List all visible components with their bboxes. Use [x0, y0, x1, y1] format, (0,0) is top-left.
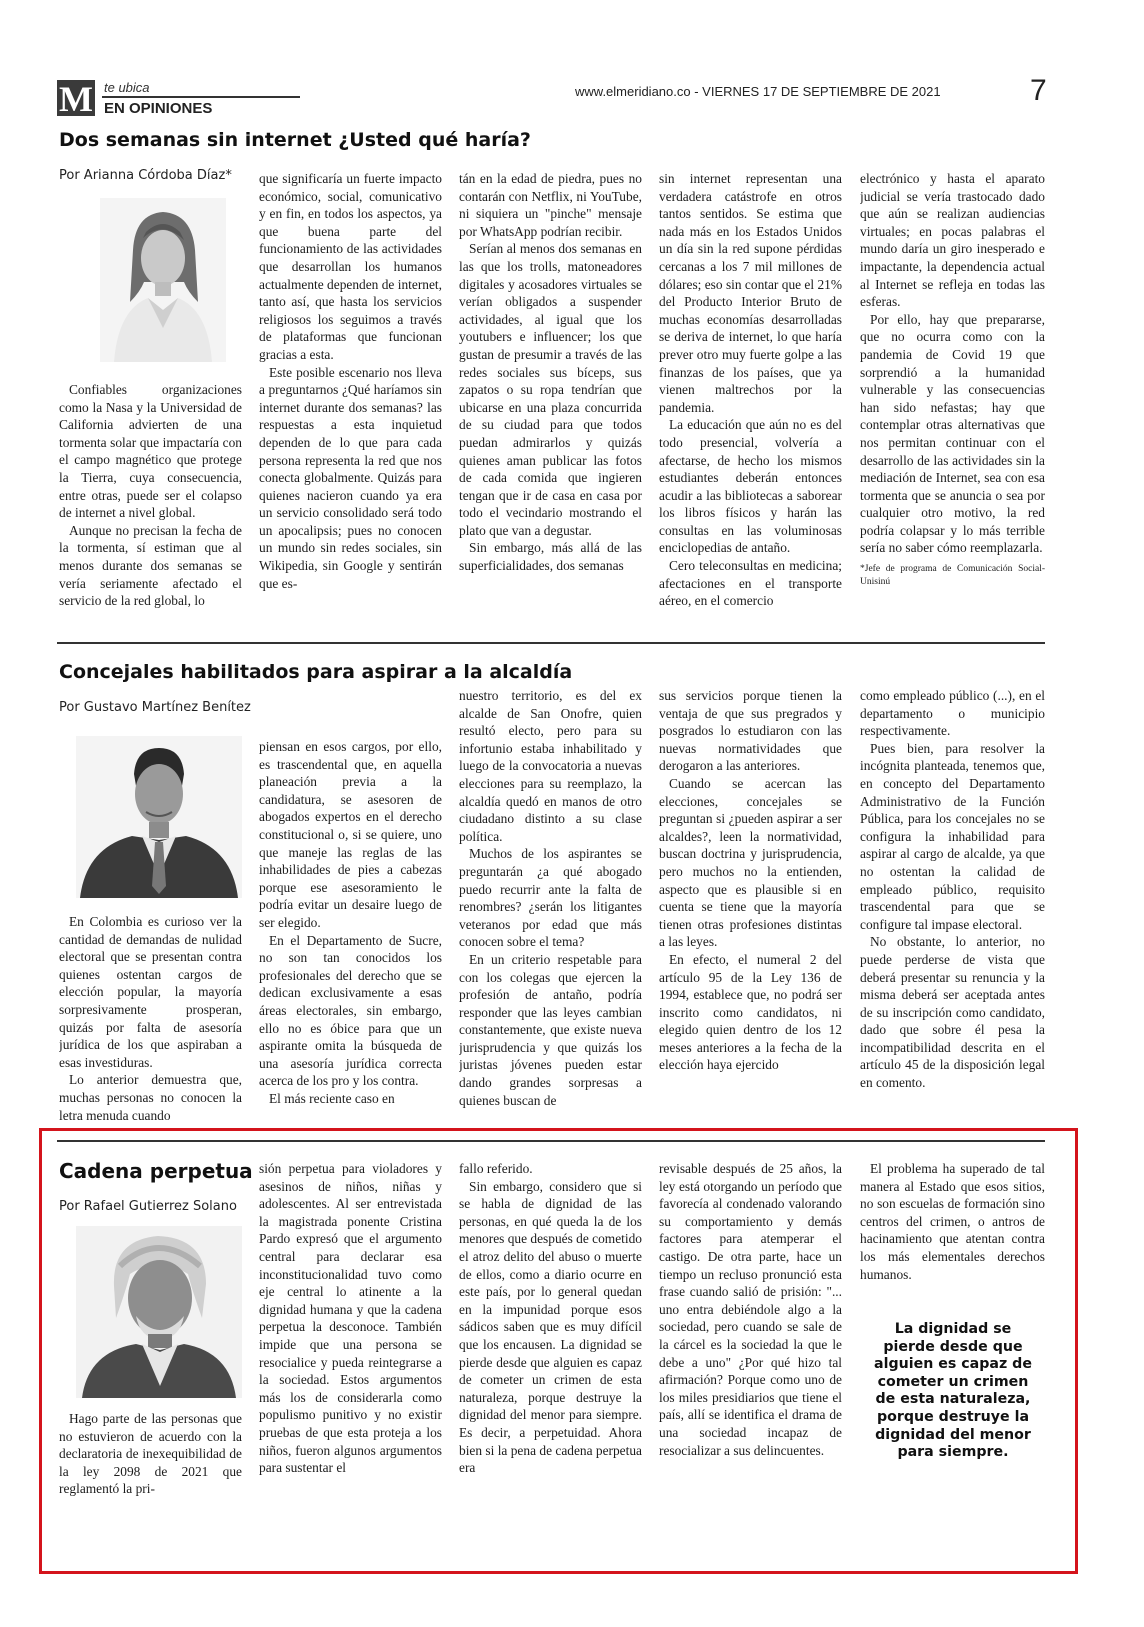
paragraph: En Colombia es curioso ver la cantidad de demandas de nulidad electoral que se presentan contra quienes ostentan cargos de elección popular, la mayoría sorpresivamente prosperan, quizás por falta de asesoría jurídica de los que aspiraban a esas investiduras. — [59, 914, 242, 1070]
paragraph: El problema ha superado de tal manera al Estado que esos sitios, no son escuelas de formación sino centros del crimen, o antros de hacinamiento que atentan contra los más elementales derechos humanos. — [860, 1161, 1045, 1282]
paragraph: Pues bien, para resolver la incógnita planteada, tenemos que, en concepto del Departamento Administrativo de la Función Pública, para los concejales no se configura la inhabilidad para aspirar al cargo de alcalde, ya que no ostentan la calidad de empleado público, requisito trascendental para que se configure tal impase electoral. — [860, 740, 1045, 932]
article-3-byline: Por Rafael Gutierrez Solano — [59, 1199, 237, 1214]
paragraph: Serían al menos dos semanas en las que los trolls, matoneadores digitales y acosadores virtuales se verían obligados a suspender actividades, al igual que los youtubers e influencer; los que gustan de presumir a través de las redes sociales sus bíceps, sus zapatos o su ropa tendrían que ubicarse en una plaza concurrida de su ciudad para que todos puedan admirarlos y quizás quienes aman publicar las fotos de cada comida que ingieren tengan que ir de casa en casa por todo el vecindario mostrando el plato que van a degustar. — [459, 241, 642, 538]
masthead-rule — [102, 96, 300, 98]
page-number: 7 — [1030, 74, 1047, 107]
article-3-headline: Cadena perpetua — [59, 1159, 253, 1183]
article-2-col-2 — [259, 738, 442, 1125]
article-3-col-2 — [259, 1160, 442, 1502]
paragraph: Lo anterior demuestra que, muchas personas no conocen la letra menuda cuando — [59, 1072, 242, 1123]
author-photo-gray-haired-man-icon — [76, 1226, 242, 1398]
paragraph: sus servicios porque tienen la ventaja de que sus pregrados y posgrados lo estudiaron con las nuevas normatividades que derogaron a las anteriores. — [659, 688, 842, 774]
pull-quote: La dignidad se pierde desde que alguien es capaz de cometer un crimen de esta naturaleza, porque destruye la dignidad del menor para siempre. — [874, 1321, 1032, 1461]
paragraph: revisable después de 25 años, la ley está otorgando un período que favorecía al condenado valorando su comportamiento y demás factores para atemperar el castigo. De otra parte, hace un tiempo un recluso pronunció esta frase cuando salió de prisión: "... uno entra debiéndole algo a la sociedad, pero cuando se sale de la cárcel es la sociedad la que le debe a uno" ¿Por qué hizo tal afirmación? Porque como uno de los miles presidiarios que tiene el país, allí se identifica el drama de una sociedad incapaz de resocializar a sus delincuentes. — [659, 1161, 842, 1458]
paragraph: Cuando se acercan las elecciones, concejales se preguntan si ¿pueden aspirar a ser alcaldes?, leen la normatividad, buscan doctrina y jurisprudencia, pero muchos no la entienden, aspecto que es plausible si en cuenta se tiene que la mayoría tienen otras profesiones distintas a las leyes. — [659, 775, 842, 950]
section-title: EN OPINIONES — [104, 100, 213, 117]
article-2-col-4 — [659, 687, 842, 1125]
article-1-col-4 — [659, 170, 842, 627]
article-1-col-1 — [59, 381, 242, 627]
article-3-col-4 — [659, 1160, 842, 1502]
paragraph: Muchos de los aspirantes se preguntarán ¿a qué abogado puedo recurrir ante la falta de renombres? ¿serán los litigantes veteranos por edad que más conocen sobre el tema? — [459, 846, 642, 950]
paragraph: piensan en esos cargos, por ello, es trascendental que, en aquella planeación previa a la candidatura, se asesoren de abogados expertos en el derecho constitucional o, si se quiere, uno que maneje las reglas de las inhabilidades de pies a cabezas porque ese asesoramiento le podría evitar un desaire luego de ser elegido. — [259, 739, 442, 930]
article-1-col-2 — [259, 170, 442, 627]
paragraph: como empleado público (...), en el departamento o municipio respectivamente. — [860, 688, 1045, 739]
article-divider — [57, 642, 1045, 644]
article-2-byline: Por Gustavo Martínez Benítez — [59, 700, 251, 715]
article-2-col-1 — [59, 913, 242, 1125]
paragraph: Sin embargo, más allá de las superficialidades, dos semanas — [459, 540, 642, 574]
author-photo-woman-icon — [100, 198, 226, 362]
masthead-tagline: te ubica — [104, 80, 150, 95]
paragraph: Sin embargo, considero que si se habla de dignidad de las personas, en qué queda la de los menores que después de cometido el atroz delito del abuso o muerte de ellos, como a diario ocurre en este país, por lo general quedan en la impunidad porque esos sádicos saben que es muy difícil que los encausen. La dignidad se pierde desde que alguien es capaz de cometer un crimen de esta naturaleza, porque destruye la dignidad del menor para siempre. Es decir, a perpetuidad. Ahora bien si la pena de cadena perpetua era — [459, 1178, 642, 1476]
article-1-col-5 — [860, 170, 1045, 627]
paragraph: Cero teleconsultas en medicina; afectaciones en el transporte aéreo, en el comercio — [659, 558, 842, 609]
article-3-col-5 — [860, 1160, 1045, 1310]
paragraph: sin internet representan una verdadera catástrofe en otros tantos sentidos. Se estima que nada más en los Estados Unidos un día sin la red supone pérdidas cercanas a los 7 mil millones de dólares; eso sin contar que el 21% del Producto Interior Bruto de muchas economías desarrolladas se deriva de internet, lo que haría prever otro muy fuerte golpe a las finanzas de los países, que ya vienen maltrechos por la pandemia. — [659, 171, 842, 415]
paragraph: nuestro territorio, es del ex alcalde de San Onofre, quien resultó electo, pero para su infortunio estaba inhabilitado y luego de la convocatoria a nuevas elecciones para su reemplazo, la alcaldía quedó en manos de otro ciudadano distinto a su clase política. — [459, 688, 642, 844]
paragraph: tán en la edad de piedra, pues no contarán con Netflix, ni YouTube, ni siquiera un "pinche" mensaje por WhatsApp podrían recibir. — [459, 171, 642, 239]
article-1-headline: Dos semanas sin internet ¿Usted qué haría? — [59, 129, 531, 151]
paragraph: En un criterio respetable para con los colegas que ejercen la profesión de antaño, podría responder que las leyes cambian constantemente, que existe nueva jurisprudencia y que quizás los juristas jóvenes pueden estar dando grandes sorpresas a quienes buscan de — [459, 951, 642, 1108]
article-2-headline: Concejales habilitados para aspirar a la alcaldía — [59, 661, 573, 683]
author-footnote: *Jefe de programa de Comunicación Social-Unisinú — [860, 564, 1045, 588]
article-2-col-5 — [860, 687, 1045, 1125]
paragraph: En efecto, el numeral 2 del artículo 95 de la Ley 136 de 1994, establece que, no podrá ser inscrito como candidatos, ni elegido quien dentro de los 12 meses anteriores a la fecha de la elección haya ejercido — [659, 951, 842, 1073]
article-1-byline: Por Arianna Córdoba Díaz* — [59, 168, 232, 183]
paragraph: Por ello, hay que prepararse, que no ocurra como con la pandemia de Covid 19 que sorprendió a la humanidad vulnerable y las consecuencias han sido nefastas; hay que contemplar otras alternativas que nos permitan continuar con el desarrollo de las actividades sin la mediación de Internet, sea con esa tormenta que se anuncia o sea por cualquier otro motivo, la red podría colapsar y lo más terrible sería no saber cómo reemplazarla. — [860, 311, 1045, 556]
paragraph: La educación que aún no es del todo presencial, volvería a afectarse, de hecho los mismos estudiantes deberán entonces acudir a las bibliotecas a saborear los libros físicos y harán las consultas en las voluminosas enciclopedias de antaño. — [659, 417, 842, 556]
article-1-col-3 — [459, 170, 642, 627]
paragraph: electrónico y hasta el aparato judicial se vería trastocado dado que aún se realizan audiencias virtuales; en pocas palabras el mundo daría un giro inesperado e impactante, la dependencia actual al Internet se refleja en todas las esferas. — [860, 171, 1045, 310]
paragraph: Hago parte de las personas que no estuvieron de acuerdo con la declaratoria de inexequibilidad de la ley 2098 de 2021 que reglamentó la pri- — [59, 1411, 242, 1497]
article-3-col-3 — [459, 1160, 642, 1502]
article-2-col-3 — [459, 687, 642, 1125]
paragraph: Este posible escenario nos lleva a preguntarnos ¿Qué haríamos sin internet durante dos semanas? las respuestas a esta inquietud dependen de lo que para cada persona representa la red que nos conecta globalmente. Quizás para quienes nacieron cuando ya era un servicio consolidado será todo un apocalipsis; pues no conocen un mundo sin redes sociales, sin Wikipedia, sin Google y sentirán que es- — [259, 364, 442, 591]
author-photo-man-suit-icon — [76, 736, 242, 898]
paragraph: que significaría un fuerte impacto económico, social, comunicativo y en fin, en todos los aspectos, ya que buena parte del funcionamiento de las actividades que desarrollan los humanos actualmente dependen de internet, tanto así, que hasta los servicios religiosos los seguimos a través de plataformas que funcionan gracias a esta. — [259, 171, 442, 362]
article-divider — [57, 1140, 1045, 1142]
paragraph: No obstante, lo anterior, no puede perderse de vista que deberá presentar su renuncia y la misma deberá ser aceptada antes de su inscripción como candidato, dado que sobre él pesa la incompatibilidad descrita en el artículo 45 de la disposición legal en comento. — [860, 934, 1045, 1091]
article-3-col-1 — [59, 1410, 242, 1502]
paragraph: El más reciente caso en — [269, 1090, 395, 1106]
paragraph: fallo referido. — [459, 1161, 533, 1176]
paragraph: sión perpetua para violadores y asesinos de niños, niñas y adolescentes. Al ser entrevistada la magistrada ponente Cristina Pardo expresó que el argumento central para declarar esa inconstitucionalidad tuvo como eje central lo atinente a la dignidad humana y que la cadena perpetua la desconoce. También impide que una persona se resocialice y pueda reintegrarse a la sociedad. Estos argumentos más los de considerarla como populismo punitivo y no existir pruebas de que esta proteja a los niños, fueron algunos argumentos para sustentar el — [259, 1161, 442, 1476]
masthead-date: www.elmeridiano.co - VIERNES 17 DE SEPTIEMBRE DE 2021 — [575, 84, 941, 99]
paragraph: Aunque no precisan la fecha de la tormenta, sí estiman que al menos durante dos semanas se vería seriamente afectado el servicio de la red global, lo — [59, 522, 242, 609]
paragraph: En el Departamento de Sucre, no son tan conocidos los profesionales del derecho que se dedican exclusivamente a esas áreas electorales, sin embargo, ello no es óbice para que un aspirante omita la búsqueda de una asesoría jurídica correcta acerca de los pro y los contra. — [259, 932, 442, 1089]
newspaper-logo: M — [57, 80, 95, 116]
paragraph: Confiables organizaciones como la Nasa y la Universidad de California advierten de una tormenta solar que impactaría con el campo magnético que protege la Tierra, cuya consecuencia, entre otras, puede ser el colapso de internet a nivel global. — [59, 382, 242, 521]
